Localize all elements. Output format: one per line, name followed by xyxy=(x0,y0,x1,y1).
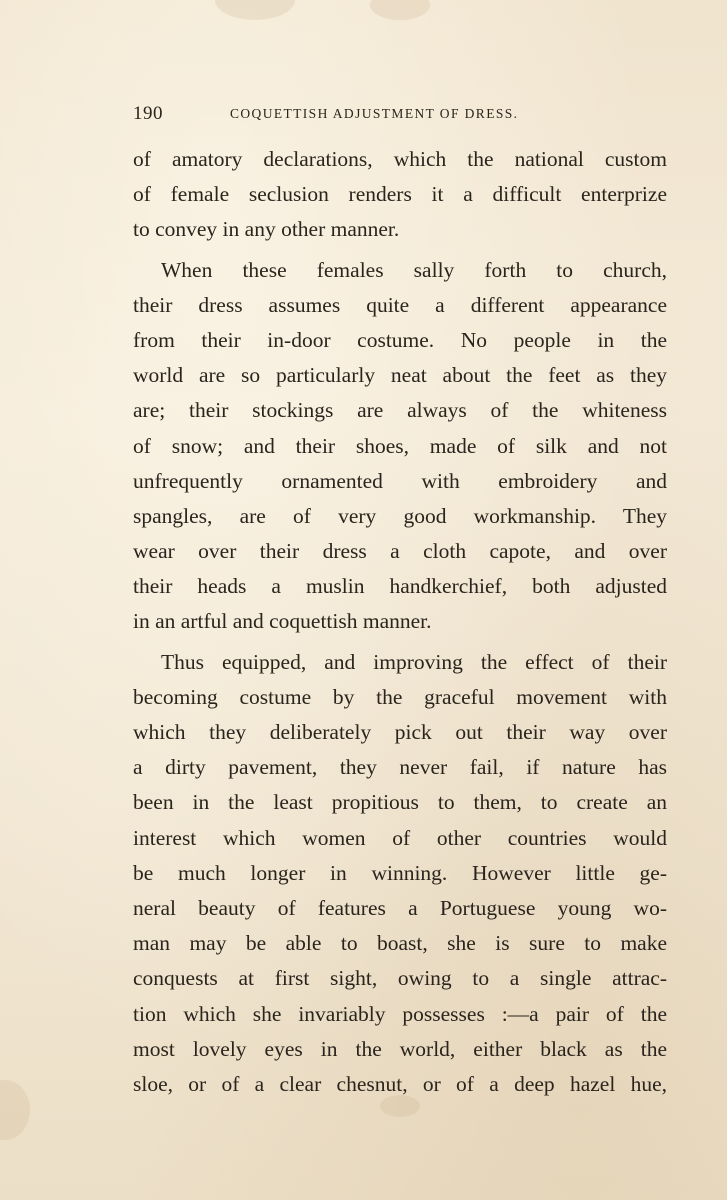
text-line: to convey in any other manner. xyxy=(133,217,400,242)
text-line: be much longer in winning. However little ge- xyxy=(133,860,667,885)
text-line: unfrequently ornamented with embroidery and xyxy=(133,468,667,493)
text-line: been in the least propitious to them, to create an xyxy=(133,790,667,815)
text-line: becoming costume by the graceful movement with xyxy=(133,684,667,709)
text-line: man may be able to boast, she is sure to make xyxy=(133,931,667,956)
text-line: of female seclusion renders it a difficult enterprize xyxy=(133,182,667,207)
text-line: interest which women of other countries would xyxy=(133,825,667,850)
text-line: neral beauty of features a Portuguese young wo- xyxy=(133,895,667,920)
text-line: wear over their dress a cloth capote, and over xyxy=(133,539,667,564)
page-number: 190 xyxy=(133,103,163,124)
text-line: from their in-door costume. No people in the xyxy=(133,327,667,352)
body-text xyxy=(133,142,667,1102)
paper-stain xyxy=(0,1080,30,1140)
text-line: a dirty pavement, they never fail, if nature has xyxy=(133,755,667,780)
text-line: are; their stockings are always of the whiteness xyxy=(133,398,667,423)
text-line: most lovely eyes in the world, either black as the xyxy=(133,1036,667,1061)
running-head: COQUETTISH ADJUSTMENT OF DRESS. xyxy=(230,106,519,121)
text-line: in an artful and coquettish manner. xyxy=(133,609,432,634)
text-line: sloe, or of a clear chesnut, or of a deep hazel hue, xyxy=(133,1071,667,1096)
paper-stain xyxy=(215,0,295,20)
text-line: of snow; and their shoes, made of silk and not xyxy=(133,433,667,458)
text-line: their heads a muslin handkerchief, both adjusted xyxy=(133,574,667,599)
text-line: of amatory declarations, which the national custom xyxy=(133,147,667,171)
text-line: conquests at first sight, owing to a single attrac- xyxy=(133,966,667,991)
text-line: their dress assumes quite a different appearance xyxy=(133,292,667,317)
text-line: world are so particularly neat about the feet as they xyxy=(133,363,667,388)
paper-stain xyxy=(370,0,430,20)
text-line: When these females sally forth to church, xyxy=(161,257,667,282)
text-line: which they deliberately pick out their way over xyxy=(133,720,667,744)
page-header xyxy=(133,103,573,125)
text-line: Thus equipped, and improving the effect of their xyxy=(161,649,667,674)
text-line: tion which she invariably possesses :—a pair of the xyxy=(133,1001,667,1026)
text-line: spangles, are of very good workmanship. They xyxy=(133,503,667,528)
